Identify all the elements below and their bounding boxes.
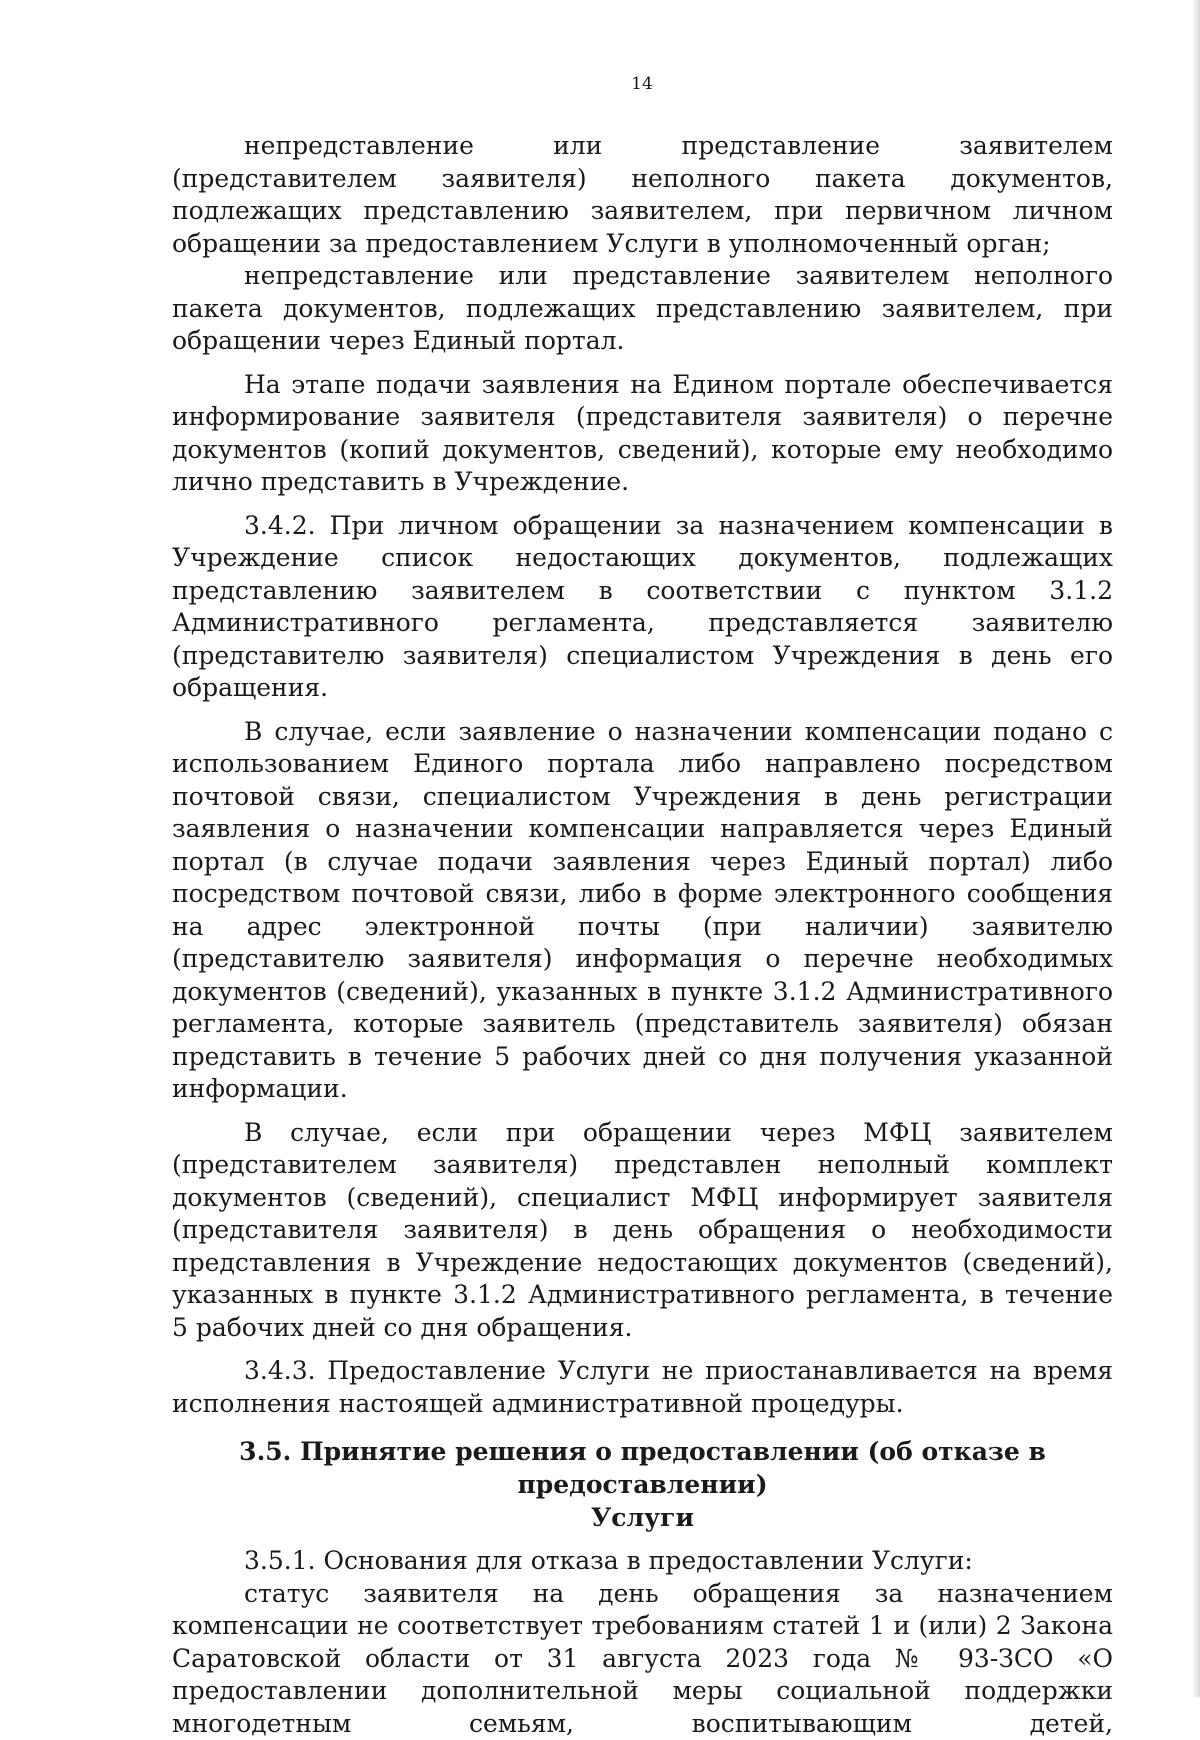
paragraph-3-4-3: 3.4.3. Предоставление Услуги не приостанавливается на время исполнения настоящей административной процедуры.: [172, 1355, 1113, 1420]
paragraph-portal-or-post-case: В случае, если заявление о назначении компенсации подано с использованием Единого портала либо направлено посредством почтовой связи, специалистом Учреждения в день регистрации заявления о назначении компенсации направляется через Единый портал (в случае подачи заявления через Единый портал) либо посредством почтовой связи, либо в форме электронного сообщения на адрес электронной почты (при наличии) заявителю (представителю заявителя) информация о перечне необходимых документов (сведений), указанных в пункте 3.1.2 Административного регламента, которые заявитель (представитель заявителя) обязан представить в течение 5 рабочих дней со дня получения указанной информации.: [172, 716, 1113, 1106]
section-heading-line-1: 3.5. Принятие решения о предоставлении (об отказе в предоставлении): [172, 1435, 1113, 1501]
paragraph-3-5-1: 3.5.1. Основания для отказа в предоставлении Услуги:: [172, 1545, 1113, 1578]
paragraph-refusal-ground-status: статус заявителя на день обращения за назначением компенсации не соответствует требованиям статей 1 и (или) 2 Закона Саратовской области от 31 августа 2023 года № 93-ЗСО «О предоставлении дополнительной меры социальной поддержки многодетным семьям, воспитывающим детей,: [172, 1578, 1113, 1740]
page-number: 14: [0, 74, 1200, 94]
section-heading-line-2: Услуги: [172, 1501, 1113, 1534]
paragraph-3-4-2: 3.4.2. При личном обращении за назначением компенсации в Учреждение список недостающих документов, подлежащих представлению заявителем в соответствии с пунктом 3.1.2 Административного регламента, представляется заявителю (представителю заявителя) специалистом Учреждения в день его обращения.: [172, 510, 1113, 705]
paragraph-incomplete-package-portal: непредставление или представление заявителем неполного пакета документов, подлежащих представлению заявителем, при обращении через Единый портал.: [172, 260, 1113, 358]
paragraph-mfc-case: В случае, если при обращении через МФЦ заявителем (представителем заявителя) представлен неполный комплект документов (сведений), специалист МФЦ информирует заявителя (представителя заявителя) в день обращения о необходимости представления в Учреждение недостающих документов (сведений), указанных в пункте 3.1.2 Административного регламента, в течение 5 рабочих дней со дня обращения.: [172, 1117, 1113, 1345]
page-edge-shadow: [1192, 0, 1200, 1697]
document-body: [172, 130, 1113, 1740]
paragraph-portal-informing: На этапе подачи заявления на Едином портале обеспечивается информирование заявителя (представителя заявителя) о перечне документов (копий документов, сведений), которые ему необходимо лично представить в Учреждение.: [172, 369, 1113, 499]
section-heading-3-5: [172, 1435, 1113, 1534]
paragraph-incomplete-package-in-person: непредставление или представление заявителем (представителем заявителя) неполного пакета документов, подлежащих представлению заявителем, при первичном личном обращении за предоставлением Услуги в уполномоченный орган;: [172, 130, 1113, 260]
